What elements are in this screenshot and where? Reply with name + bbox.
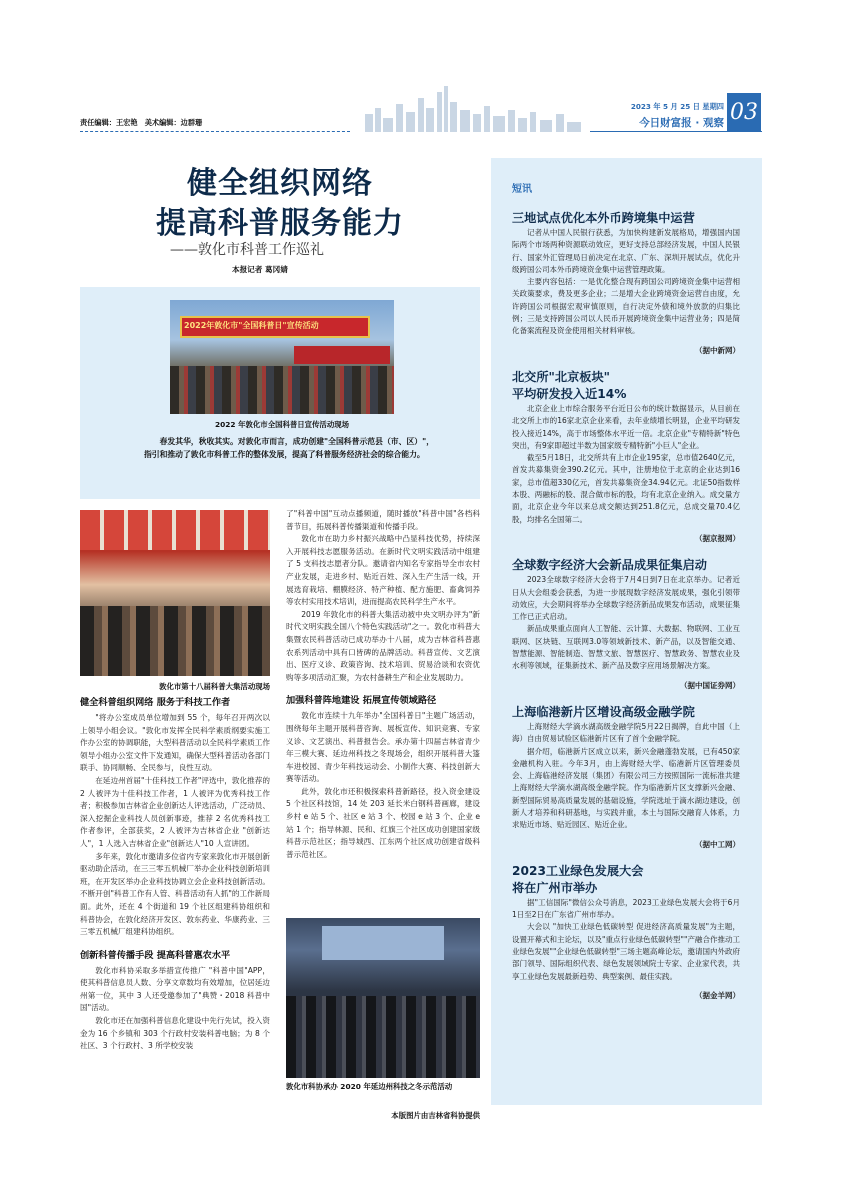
- section2-heading: 创新科普传播手段 提高科普惠农水平: [80, 949, 231, 961]
- brief-3-para-1: 2023全球数字经济大会将于7月4日到7日在北京举办。记者近日从大会组委会获悉，为进一步展现数字经济发展成果，强化引领带动效应，大会期间将举办全球数字经济新品成果发布活动，成果征集工作已正式启动。: [512, 575, 740, 622]
- section1-heading: 健全科普组织网络 服务于科技工作者: [80, 697, 231, 708]
- brief-1-source: （据中新网）: [695, 345, 740, 355]
- header-rule-left: [80, 131, 350, 132]
- brief-2-para-1: 北京企业上市综合服务平台近日公布的统计数据显示，从目前在北交所上市的16家北京企业来看，去年业绩增长明显，企业平均研发投入接近14%，高于市场整体水平近一倍。北京企业"专精特新"特色突出，有9家即超过半数为国家级专精特新"小巨人"企业。: [512, 403, 740, 450]
- lead-text: 春发其华，秋收其实。对敦化市而言，成功创建"全国科普示范县（市、区）"，指引和推动了敦化市科普工作的整体发展，提高了科普服务经济社会的综合能力。: [144, 437, 434, 459]
- col2-para-2: 敦化市在助力乡村振兴战略中凸显科技优势，持续深入开展科技志愿服务活动。在新时代文明实践活动中组建了 5 支科技志愿者分队。邀请省内知名专家指导全市农村产业发展，走进乡村、贴近百姓、深入生产生活一线，开展选育栽培、棚膜经济、特产种植、配方施肥、畜禽饲养等农村实用技术培训，进而提高农民科学生产水平。: [286, 534, 480, 607]
- photo3-caption: 敦化市科协承办 2020 年延边州科技之冬示范活动: [286, 1082, 453, 1091]
- photo-science-fair: [80, 510, 270, 676]
- section3-heading: 加强科普阵地建设 拓展宣传领域路径: [286, 695, 437, 707]
- brief-item: [512, 369, 740, 545]
- brief-1-title: 三地试点优化本外币跨境集中运营: [512, 211, 695, 225]
- column-1: [80, 696, 270, 1053]
- article-byline: 本报记者 葛冈婧: [232, 265, 288, 274]
- page-number: 03: [730, 99, 758, 125]
- brief-5-title-line1: 2023工业绿色发展大会: [512, 863, 644, 878]
- header-rule-right: [590, 131, 762, 132]
- photo-stage-screen: [322, 926, 444, 960]
- brief-1-para-2: 主要内容包括：一是优化整合现有跨国公司跨境资金集中运营相关政策要求，费及更多企业；二是增大企业跨境资金运营自由度，允许跨国公司根据宏观审慎原则，自行决定外债和境外放款的归集比例；三是支持跨国公司以人民币开展跨境资金集中运营业务；四是简化备案流程及资金使用相关材料审核。: [512, 277, 740, 336]
- article-title-line2: 提高科普服务能力: [156, 206, 404, 241]
- brief-2-title-line2: 平均研发投入近14%: [512, 386, 627, 401]
- brief-2-title-line1: 北交所"北京板块": [512, 369, 611, 384]
- photo1-caption: 2022 年敦化市全国科普日宣传活动现场: [214, 420, 349, 429]
- photo-science-day: [170, 300, 394, 414]
- brief-3-para-2: 新品成果重点面向人工智能、云计算、大数据、物联网、工业互联网、区块链、互联网3.0等领域新技术、新产品，以及智能交通、智慧能源、智能制造、智慧文旅、智慧医疗、智慧政务、智慧农业及水利等领域，征集新技术、新产品及数字应用场景解决方案。: [512, 624, 740, 671]
- brief-4-source: （据中工网）: [695, 839, 740, 849]
- column-2: [286, 508, 480, 861]
- section1-para-2: 在延边州首届"十佳科技工作者"评选中，敦化推荐的 2 人被评为十佳科技工作者，1 人被评为优秀科技工作者；积极参加吉林省企业创新达人评选活动，广泛动员、深入挖掘企业科技人员创新事迹，推荐 2 名优秀科技工作者参评，全部获奖，2 人被评为吉林省企业 "创新达人"，1 人选入吉林省企业"创新达人"10 人宣讲团。: [80, 775, 270, 848]
- col2-para-1: 了"科普中国"互动点播频道，随时播放"科普中国"各档科普节目，拓展科普传播渠道和传播手段。: [286, 509, 480, 531]
- header-date: 2023 年 5 月 25 日 星期四: [630, 102, 724, 111]
- briefs-label: 短讯: [512, 184, 532, 195]
- article-subtitle: ——敦化市科普工作巡礼: [170, 242, 324, 258]
- col2-para-3: 2019 年敦化市的科普大集活动被中央文明办评为"新时代文明实践全国八个特色实践活动"之一。敦化市科普大集暨农民科普活动已成功举办十八届，成为吉林省科普惠农系列活动中具有口皆碑的品牌活动。科普宣传、文艺演出、医疗义诊、政策咨询、技术培训、贸易洽谈和农资优购等多项活动汇聚，为农村备耕生产和企业发展助力。: [286, 609, 480, 682]
- brief-5-title-line2: 将在广州市举办: [512, 880, 598, 895]
- brief-5-source: （据金羊网）: [695, 990, 740, 1000]
- photo-crowd: [170, 366, 394, 414]
- header-section: 今日财富报 · 观察: [639, 117, 724, 129]
- briefs-column: [512, 210, 740, 1002]
- brief-4-title: 上海临港新片区增设高级金融学院: [512, 704, 695, 719]
- photo2-caption: 敦化市第十八届科普大集活动现场: [159, 682, 270, 691]
- section3-para-2: 此外，敦化市还积极探索科普新路径，投入资金建设 5 个社区科技馆，14 处 203 延长米白钢科普画廊，建设乡村 e 站 5 个、社区 e 站 3 个、校园 e 站 3 个、企业 e 站 1 个；指导林源、民和、红旗三个社区成功创建国家级科普示范社区；指导城西、江东两个社区成功创建省级科普示范社区。: [286, 786, 480, 859]
- brief-item: [512, 704, 740, 851]
- article-title-line1: 健全组织网络: [187, 166, 373, 201]
- photo-banner-2: [294, 346, 390, 364]
- brief-4-para-1: 上海财经大学滴水湖高级金融学院5月22日揭牌，自此中国（上海）自由贸易试验区临港新片区有了首个金融学院。: [512, 721, 740, 744]
- header-editors: 责任编辑：王宏艳 美术编辑：边群珊: [80, 118, 203, 127]
- section1-para-3: 多年来，敦化市邀请多位省内专家来敦化市开展创新驱动助企活动，在三三零五机械厂举办企业科技创新培训班，在开发区举办企业科技协调立会企业科技创新活动。不断开创"科普工作有人管、科普活动有人抓"的工作新局面。此外，还在 4 个街道和 19 个社区组建科协组织和科普协会，在敦化经济开发区、敦东药业、华康药业、三三零五机械厂组建科协组织。: [80, 851, 270, 937]
- photo-winter-event: [286, 918, 480, 1078]
- skyline-graphic: [360, 84, 590, 132]
- brief-3-title: 全球数字经济大会新品成果征集启动: [512, 558, 707, 573]
- page-number-box: [727, 93, 761, 131]
- brief-1-para-1: 记者从中国人民银行获悉，为加快构建新发展格局，增强国内国际两个市场两种资源联动效应，更好支持总部经济发展，中国人民银行、国家外汇管理局日前决定在北京、广东、深圳开展试点，优化升级跨国公司本外币跨境资金集中运营管理政策。: [512, 228, 740, 274]
- section2-para-1: 敦化市科协采取多举措宣传推广 "科普中国"APP，使其科普信息员人数、分享文章数均有效增加，位居延边州第一位，其中 3 人还受邀参加了"典赞・2018 科普中国"活动。: [80, 965, 270, 1013]
- brief-4-para-2: 据介绍，临港新片区成立以来，新兴金融蓬勃发展，已有450家金融机构入驻。今年3月，由上海财经大学、临港新片区管理委员会、上海临港经济发展（集团）有限公司三方按照国际一流标准共建上海财经大学滴水湖高级金融学院。作为临港新片区支撑新兴金融、新型国际贸易高质量发展的基础设施，学院选址于滴水湖边建设，创新人才培养和科研基地，与实践并重，本土与国际交融育人体系，力求贴近市场、贴近园区、贴近企业。: [512, 746, 740, 830]
- section1-para-1: "将办公室成员单位增加到 55 个，每年召开两次以上领导小组会议。"敦化市发挥全民科学素质纲要实施工作办公室的协调职能，大型科普活动以全民科学素质工作领导小组办公室文件下发通知，确保大型科普活动各部门联手、协同顺畅、全民参与，良性互动。: [80, 713, 270, 773]
- brief-2-source: （据京报网）: [695, 533, 740, 543]
- brief-5-para-1: 据"工信国际"微信公众号消息，2023工业绿色发展大会将于6月1日至2日在广东省广州市举办。: [512, 897, 740, 920]
- brief-item: [512, 210, 740, 357]
- photo-people: [80, 606, 270, 676]
- brief-5-para-2: 大会以 "加快工业绿色低碳转型 促进经济高质量发展"为主题，设置开幕式和主论坛，以及"重点行业绿色低碳转型""产融合作推动工业绿色发展""企业绿色低碳转型"三场主题高峰论坛，邀请国内外政府部门领导、国际组织代表、绿色发展领域院士专家、企业家代表，共享工业绿色发展最新趋势、典型案例、最佳实践。: [512, 922, 740, 981]
- brief-2-para-2: 截至5月18日，北交所共有上市企业195家，总市值2640亿元，首发共募集资金390.2亿元。其中，注册地位于北京的企业达到16家，总市值超330亿元，首发共募集资金34.94亿元。北证50指数样本股、两融标的股、混合做市标的股，均有北京企业纳入。成交量方面，北京企业今年以来总成交额达到251.8亿元，总成交量70.4亿股，均排名全国第二。: [512, 453, 740, 524]
- photo-tent: [80, 510, 270, 550]
- brief-item: [512, 557, 740, 692]
- photo-audience: [286, 996, 480, 1078]
- photo-banner-text: 2022年敦化市"全国科普日"宣传活动: [184, 321, 319, 330]
- brief-item: [512, 863, 740, 1002]
- section3-para-1: 敦化市连续十九年举办"全国科普日"主题广场活动，围绕每年主题开展科普咨询、展板宣传、知识竞赛、专家义诊、文艺演出、科普报告会。承办第十四届吉林省青少年三模大赛、延边州科技之冬现场会，组织开展科普大篷车进校园、青少年科技运动会、小制作大赛、科技创新大赛等活动。: [286, 711, 480, 784]
- brief-3-source: （据中国证券网）: [680, 680, 740, 690]
- photo-credit: 本版图片由吉林省科协提供: [391, 1111, 480, 1120]
- section2-para-2: 敦化市还在加强科普信息化建设中先行先试，投入资金为 16 个乡镇和 303 个行政村安装科普电脑；为 8 个社区、3 个行政村、3 所学校安装: [80, 1016, 270, 1051]
